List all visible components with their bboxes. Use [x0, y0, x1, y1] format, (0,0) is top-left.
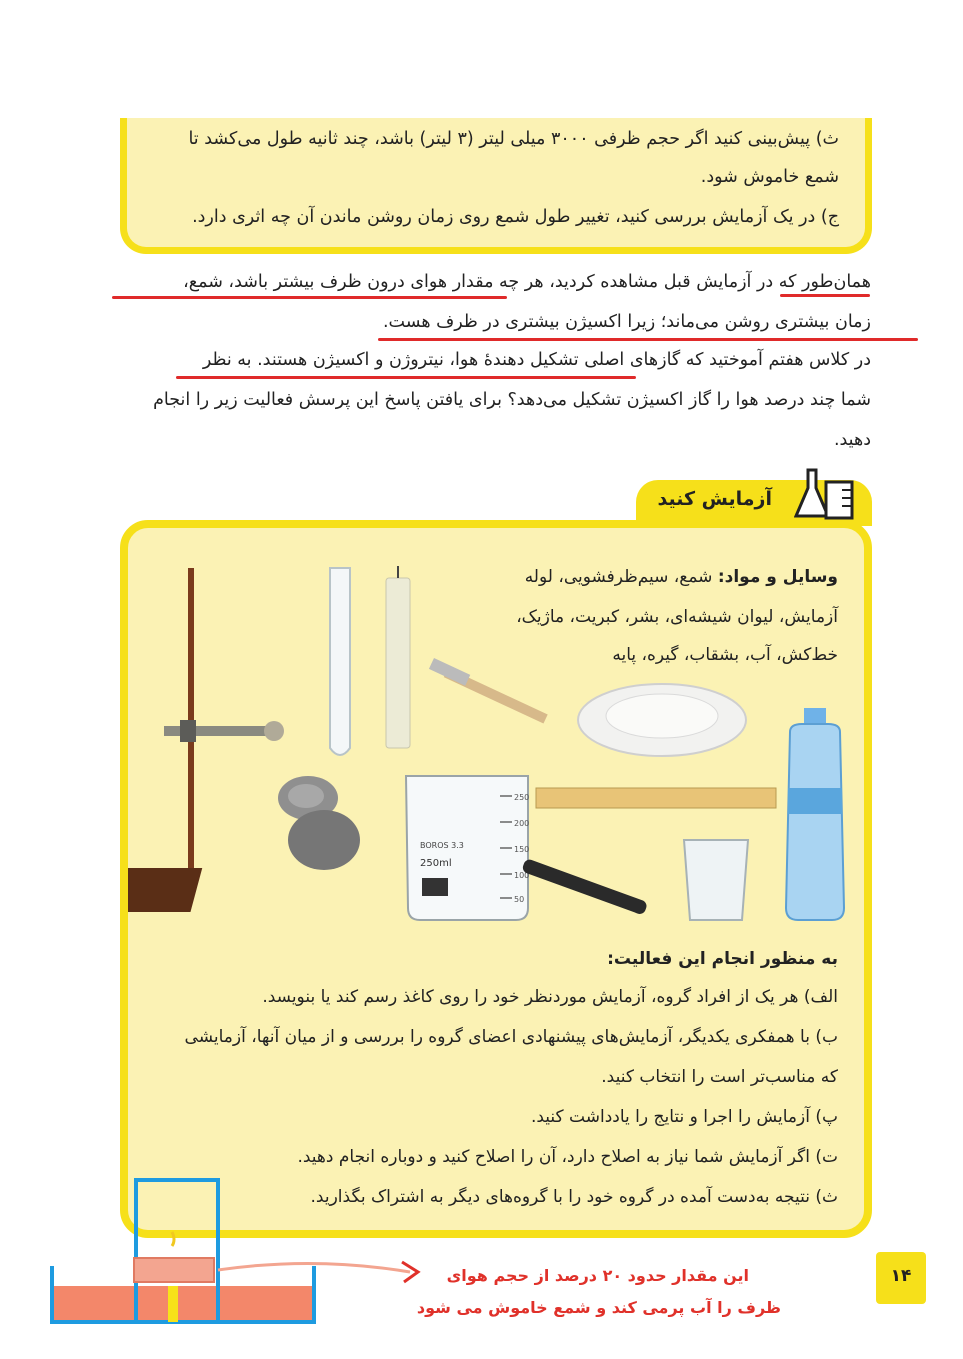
paragraph1-line1: همان‌طور که در آزمایش قبل مشاهده کردید، هر چه مقدار هوای درون ظرف بیشتر باشد، شمع، — [183, 272, 871, 292]
svg-text:200: 200 — [514, 819, 530, 828]
step-se: ث) نتیجه به‌دست آمده در گروه خود را با گروه‌های دیگر به اشتراک بگذارید. — [310, 1187, 838, 1207]
plate — [578, 684, 746, 756]
annotation-arrow — [214, 1250, 444, 1290]
step-pe: پ) آزمایش را اجرا و نتایج را یادداشت کنید. — [530, 1107, 838, 1127]
materials-line2: آزمایش، لیوان شیشه‌ای، بشر، کبریت، ماژیک، — [516, 607, 838, 627]
paragraph2-line1: در کلاس هفتم آموختید که گازهای اصلی تشکیل دهندهٔ هوا، نیتروژن و اکسیژن هستند. به نظر — [202, 350, 871, 370]
drinking-glass — [684, 840, 748, 920]
paragraph1-line2: زمان بیشتری روشن می‌ماند؛ زیرا اکسیژن بیشتری در ظرف هست. — [382, 312, 871, 332]
page-number: ۱۴ — [890, 1266, 912, 1286]
question-box — [120, 118, 872, 254]
question-th-cont: شمع خاموش شود. — [700, 167, 839, 187]
svg-text:250: 250 — [514, 793, 530, 802]
page-number-box — [876, 1252, 926, 1304]
step-te: ت) اگر آزمایش شما نیاز به اصلاح دارد، آن را اصلاح کنید و دوباره انجام دهید. — [297, 1147, 838, 1167]
svg-text:250ml: 250ml — [420, 858, 452, 869]
marker-pen — [521, 858, 648, 916]
purpose-heading: به منظور انجام این فعالیت: — [607, 949, 838, 969]
activity-box — [120, 520, 872, 1238]
materials-label: وسایل و مواد: — [717, 567, 838, 587]
annotation-line1: این مقدار حدود ۲۰ درصد از حجم هوای — [446, 1266, 749, 1285]
svg-text:50: 50 — [514, 895, 525, 904]
water-bottle — [786, 708, 844, 920]
test-tube-holder — [429, 658, 548, 724]
step-be-cont: که مناسب‌تر است را انتخاب کنید. — [601, 1067, 838, 1087]
equipment-illustration — [128, 548, 864, 928]
step-be: ب) با همفکری یکدیگر، آزمایش‌های پیشنهادی اعضای گروه را بررسی و از میان آنها، آزمایشی — [184, 1027, 838, 1047]
paragraph2-line3: دهید. — [833, 430, 871, 450]
red-underline — [780, 294, 870, 297]
question-j: ج) در یک آزمایش بررسی کنید، تغییر طول شمع روی زمان روشن ماندن آن چه اثری دارد. — [192, 207, 839, 227]
question-th: ث) پیش‌بینی کنید اگر حجم ظرفی ۳۰۰۰ میلی لیتر (۳ لیتر) باشد، چند ثانیه طول می‌کشد تا — [188, 129, 839, 149]
steel-wool — [278, 776, 360, 870]
red-underline — [112, 296, 507, 299]
materials-list-1: شمع، سیم‌ظرفشویی، لوله — [524, 567, 713, 587]
materials-line3: خط‌کش، آب، بشقاب، گیره، پایه — [612, 645, 838, 665]
svg-text:150: 150 — [514, 845, 530, 854]
test-tube — [330, 568, 350, 755]
lab-glassware-icon — [794, 466, 858, 522]
candle — [386, 566, 410, 748]
paragraph2-line2: شما چند درصد هوا را گاز اکسیژن تشکیل می‌دهد؟ برای یافتن پاسخ این پرسش فعالیت زیر را انجام — [153, 390, 871, 410]
ruler — [536, 788, 776, 808]
beaker — [406, 776, 529, 920]
annotation-line2: ظرف را آب پرمی کند و شمع خاموش می شود — [416, 1298, 781, 1317]
ring-stand — [128, 568, 284, 912]
svg-text:BOROS 3.3: BOROS 3.3 — [420, 841, 464, 850]
activity-title: آزمایش کنید — [657, 488, 772, 510]
step-alef: الف) هر یک از افراد گروه، آزمایش موردنظر خود را روی کاغذ رسم کند یا بنویسد. — [262, 987, 838, 1007]
svg-text:100: 100 — [514, 871, 530, 880]
red-underline — [176, 376, 636, 379]
red-underline — [378, 338, 918, 341]
